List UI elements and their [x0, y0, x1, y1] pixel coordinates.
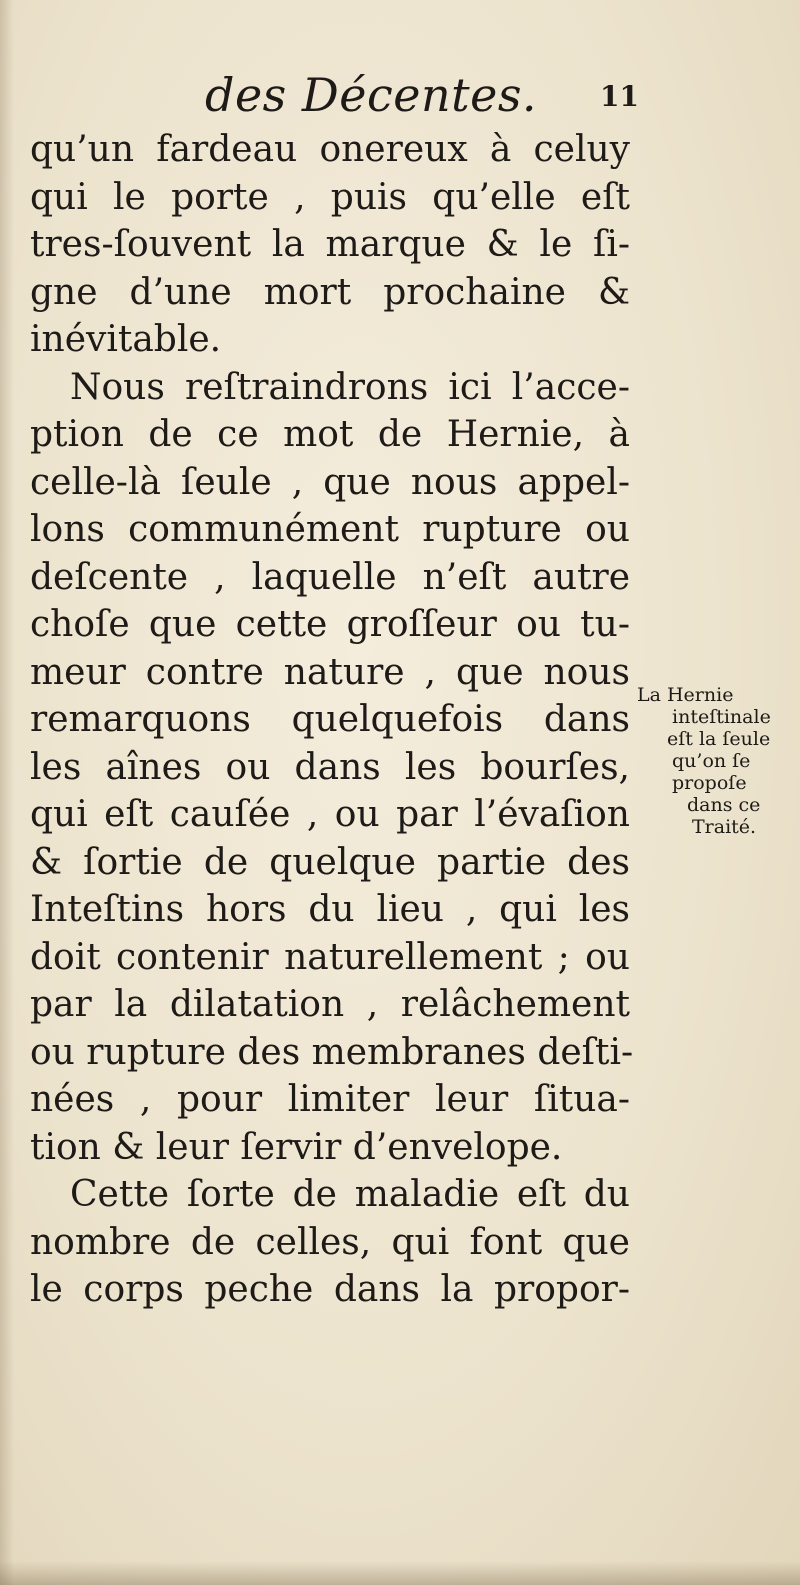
margin-note-line: Traité.	[692, 816, 757, 838]
text-line: Inteſtins hors du lieu , qui les	[30, 889, 630, 930]
text-line: par la dilatation , relâchement	[30, 984, 630, 1025]
text-line: tres-ſouvent la marque & le ſi-	[30, 224, 630, 265]
margin-note	[637, 684, 777, 838]
text-line: deſcente , laquelle n’eſt autre	[30, 556, 630, 598]
text-line: meur contre nature , que nous	[30, 651, 630, 693]
page-header	[0, 68, 800, 132]
text-line: qu’un fardeau onereux à celuy	[30, 129, 630, 170]
running-title: des Décentes.	[205, 68, 538, 122]
text-line: ption de ce mot de Hernie, à	[30, 414, 630, 455]
page-bottom-edge	[0, 1561, 800, 1585]
text-line: le corps peche dans la propor-	[30, 1269, 630, 1310]
margin-note-line: propoſe	[672, 772, 747, 794]
page-number: 11	[600, 80, 639, 113]
text-line: nées , pour limiter leur ſitua-	[30, 1079, 630, 1120]
text-line: doit contenir naturellement ; ou	[30, 936, 630, 978]
margin-note-line: La Hernie	[637, 684, 734, 706]
text-line: Nous reſtraindrons ici l’acce-	[70, 366, 630, 408]
text-line: ou rupture des membranes deſti-	[30, 1031, 634, 1073]
text-line: & ſortie de quelque partie des	[30, 841, 630, 883]
text-line: gne d’une mort prochaine &	[30, 271, 630, 313]
text-line: choſe que cette groſſeur ou tu-	[30, 604, 630, 645]
text-line: inévitable.	[30, 319, 222, 360]
text-line: qui eſt cauſée , ou par l’évaſion	[30, 794, 630, 835]
text-line: les aînes ou dans les bourſes,	[30, 746, 630, 788]
text-line: nombre de celles, qui font que	[30, 1221, 630, 1263]
margin-note-line: qu’on ſe	[672, 750, 751, 772]
text-line: qui le porte , puis qu’elle eſt	[30, 176, 630, 218]
margin-note-line: eſt la ſeule	[667, 728, 771, 750]
text-line: remarquons quelquefois dans	[30, 699, 630, 740]
body-text	[30, 126, 634, 1314]
text-line: Cette ſorte de maladie eſt du	[70, 1174, 630, 1215]
page-edge-shadow	[0, 0, 14, 1585]
margin-note-line: inteſtinale	[672, 706, 771, 728]
text-line: lons communément rupture ou	[30, 509, 630, 550]
margin-note-line: dans ce	[687, 794, 761, 816]
text-line: celle-là ſeule , que nous appel-	[30, 461, 630, 503]
text-line: tion & leur ſervir d’envelope.	[30, 1126, 563, 1168]
